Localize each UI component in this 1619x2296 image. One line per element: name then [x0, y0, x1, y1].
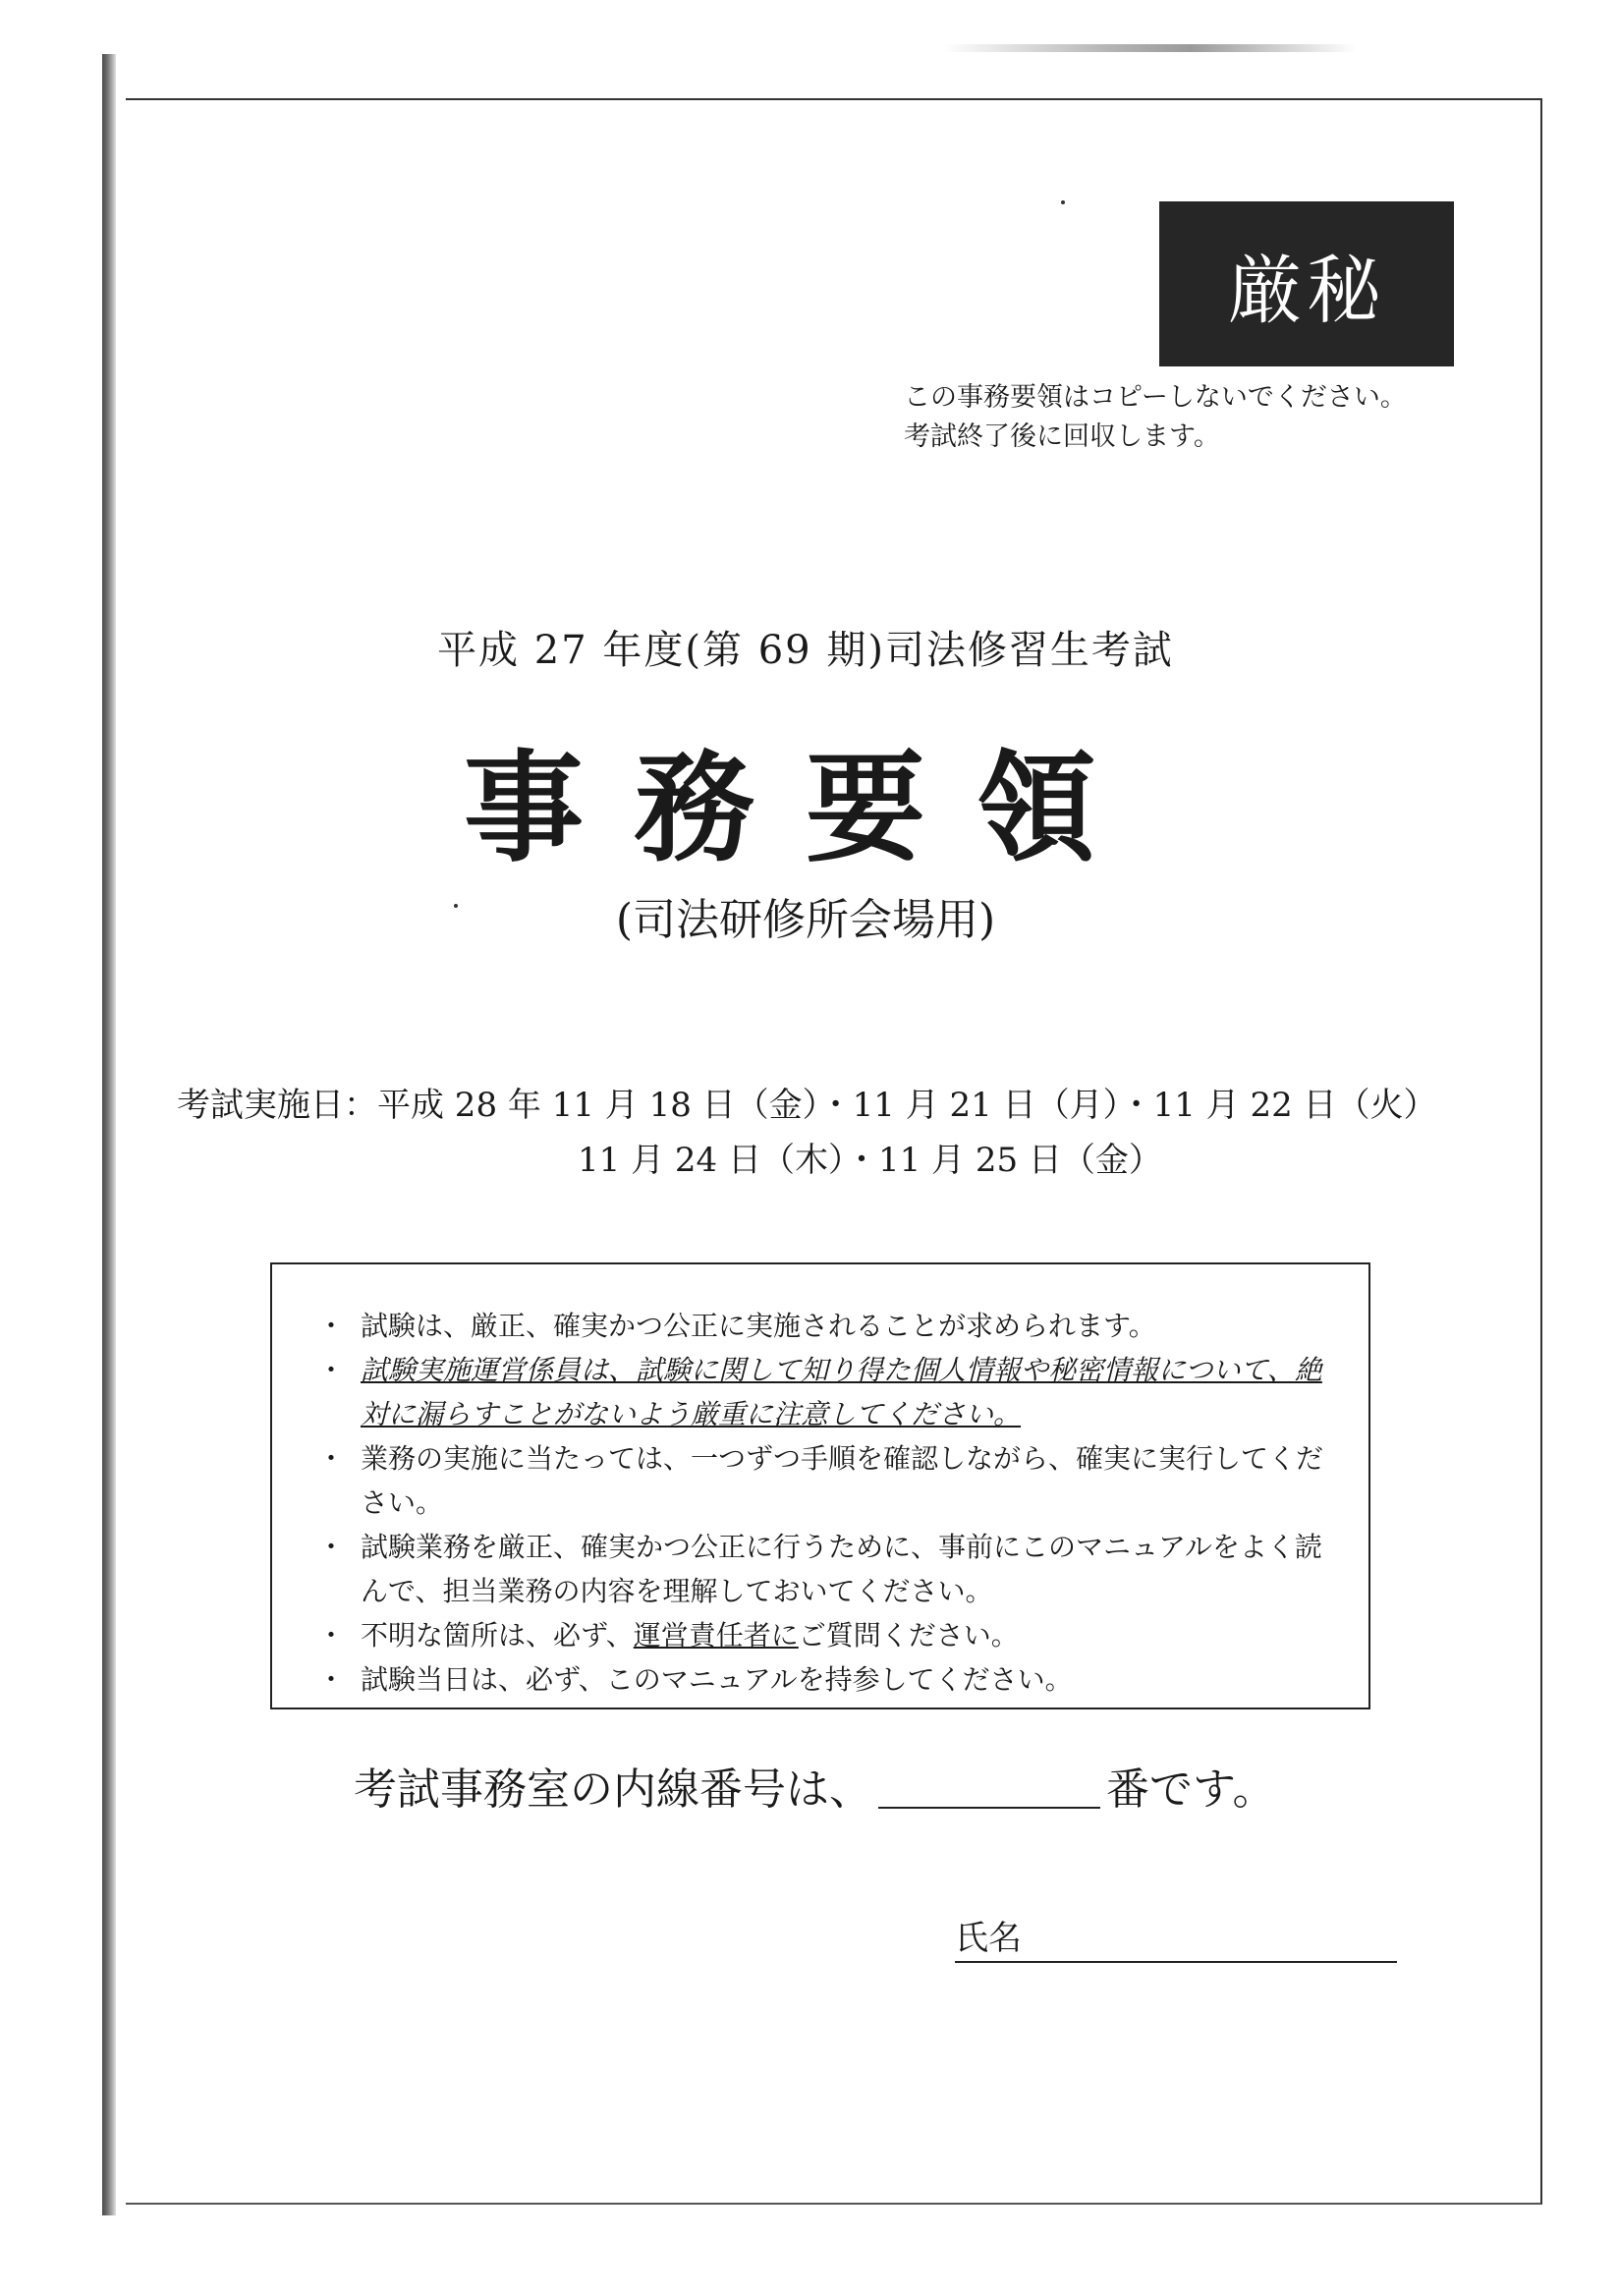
- notice-item: [317, 1613, 1329, 1657]
- extension-number-blank[interactable]: [878, 1805, 1100, 1809]
- signature-field[interactable]: [955, 1911, 1397, 1963]
- bullet-icon: ・: [317, 1310, 346, 1342]
- confidential-stamp: [1159, 201, 1454, 366]
- notice-item: [317, 1657, 1329, 1702]
- bullet-icon: ・: [317, 1531, 346, 1563]
- notice-item-confidentiality: [317, 1348, 1329, 1436]
- scan-speck: [1061, 200, 1065, 204]
- copy-notice-line1: この事務要領はコピーしないでください。: [904, 382, 1407, 413]
- notice-text-pre: 不明な箇所は、必ず、: [361, 1619, 634, 1652]
- notice-text: 試験は、厳正、確実かつ公正に実施されることが求められます。: [361, 1310, 1156, 1342]
- copy-notice-line2: 考試終了後に回収します。: [904, 421, 1220, 452]
- scan-shadow-top: [943, 44, 1356, 52]
- bullet-icon: ・: [317, 1354, 346, 1386]
- notice-text: [361, 1613, 1329, 1657]
- extension-suffix: 番です。: [1106, 1764, 1276, 1815]
- notice-item: [317, 1525, 1329, 1613]
- notice-text: 業務の実施に当たっては、一つずつ手順を確認しながら、確実に実行してください。: [361, 1442, 1324, 1519]
- notice-text: 試験当日は、必ず、このマニュアルを持参してください。: [361, 1663, 1073, 1696]
- bullet-icon: ・: [317, 1619, 346, 1652]
- exam-dates-line1: 考試実施日：平成 28 年 11 月 18 日（金）・11 月 21 日（月）・11 月 22 日（火）: [177, 1086, 1437, 1125]
- scan-speck: [454, 904, 458, 908]
- page-title: 事務要領: [464, 737, 1147, 878]
- exam-dates-line2: 11 月 24 日（木）・11 月 25 日（金）: [578, 1141, 1162, 1180]
- exam-title: 平成 27 年度(第 69 期)司法修習生考試: [437, 628, 1174, 673]
- notice-item: [317, 1304, 1329, 1348]
- venue-subtitle: (司法研修所会場用): [615, 895, 996, 945]
- notice-item: [317, 1436, 1329, 1525]
- notice-text: 試験業務を厳正、確実かつ公正に行うために、事前にこのマニュアルをよく読んで、担当業務の内容を理解しておいてください。: [361, 1531, 1322, 1607]
- extension-prefix: 考試事務室の内線番号は、: [354, 1764, 872, 1815]
- confidential-stamp-label: 厳秘: [1228, 246, 1385, 334]
- exam-dates: [177, 1078, 1474, 1188]
- signature-label: 氏名: [955, 1919, 1022, 1958]
- bullet-icon: ・: [317, 1442, 346, 1475]
- notice-text: 試験実施運営係員は、試験に関して知り得た個人情報や秘密情報について、絶対に漏らすことがないよう厳重に注意してください。: [361, 1354, 1322, 1430]
- bullet-icon: ・: [317, 1663, 346, 1696]
- notice-text-post: ご質問ください。: [798, 1619, 1019, 1652]
- notice-box: [270, 1262, 1370, 1709]
- extension-number-line: [354, 1754, 1336, 1817]
- copy-notice: [904, 378, 1454, 457]
- scan-shadow-left: [102, 54, 116, 2215]
- responsible-officer-text: 運営責任者に: [633, 1619, 799, 1652]
